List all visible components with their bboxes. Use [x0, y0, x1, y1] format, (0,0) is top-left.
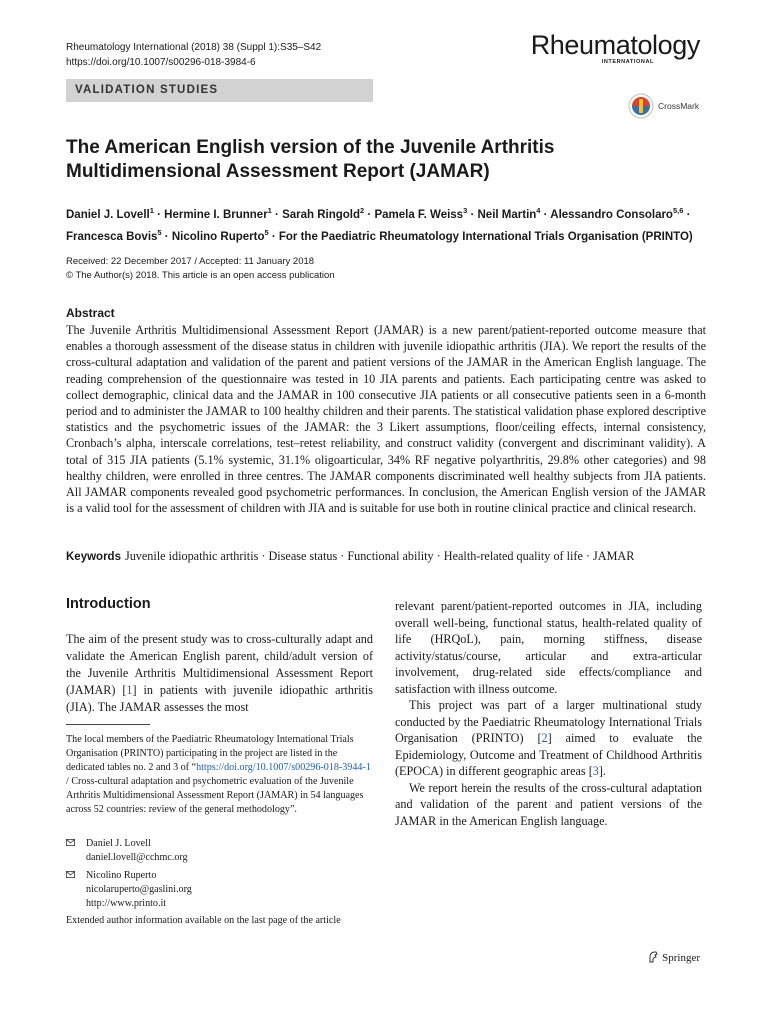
- author-name[interactable]: Alessandro Consolaro: [550, 208, 673, 221]
- crossmark-label: CrossMark: [658, 101, 700, 111]
- doi-link[interactable]: https://doi.org/10.1007/s00296-018-3984-6: [66, 57, 256, 68]
- author-separator: ·: [153, 208, 165, 221]
- author-separator: ·: [683, 208, 691, 221]
- author-affiliation: 3: [463, 206, 468, 215]
- intro-text: The aim of the present study was to cross-culturally adapt and validate the American English parent, child/adult version of the Juvenile Arthritis Multidimensional Assessment Report (JAMAR) [: [66, 632, 373, 697]
- author-separator: ·: [268, 230, 279, 243]
- contact-name: Nicolino Ruperto: [86, 870, 157, 881]
- reference-link[interactable]: 1: [126, 683, 133, 697]
- contact-email[interactable]: nicolaruperto@gaslini.org: [86, 884, 192, 895]
- reference-link[interactable]: 2: [541, 731, 548, 745]
- footnote-doi-link[interactable]: https://doi.org/10.1007/s00296-018-3944-1: [196, 762, 371, 773]
- author-affiliation: 5: [264, 227, 269, 237]
- journal-citation: [66, 40, 321, 70]
- intro-paragraph: relevant parent/patient-reported outcomes in JIA, including overall well-being, functional status, health-related quality of life (HRQoL), pain, morning stiffness, disease activity/status/course, articular and extra-articular involvement, drug-related side effects/compliance and satisfaction with illness outcome.: [395, 599, 702, 696]
- abstract-heading: Abstract: [66, 306, 115, 320]
- contact-name: Daniel J. Lovell: [86, 838, 151, 849]
- author-group: For the Paediatric Rheumatology International Trials Organisation (PRINTO): [278, 230, 693, 243]
- intro-right-column: [395, 598, 702, 829]
- footnote-text: The local members of the Paediatric Rheumatology International Trials Organisation (PRINTO) participating in the project are listed in the dedicated tables no. 2 and 3 of “: [66, 734, 354, 773]
- footnote-text: / Cross-cultural adaptation and psychometric evaluation of the Juvenile Arthritis Multidimensional Assessment Report (JAMAR) in 54 languages across 52 countries: review of the general methodology”.: [66, 776, 364, 815]
- intro-text: ] aimed to evaluate the Epidemiology, Outcome and Treatment of Childhood Arthritis (EPOCA) in different geographic areas [: [395, 731, 702, 778]
- intro-text: This project was part of a larger multinational study conducted by the Paediatric Rheumatology International Trials Organisation (PRINTO) [: [395, 698, 702, 745]
- article-title: The American English version of the Juvenile Arthritis Multidimensional Assessment Report (JAMAR): [66, 137, 555, 182]
- author-name[interactable]: Francesca Bovis: [66, 230, 158, 243]
- keywords: [66, 548, 706, 565]
- intro-paragraph: [395, 697, 702, 780]
- journal-name: Rheumatology: [530, 30, 700, 60]
- intro-left-column: [66, 631, 373, 716]
- article-dates: [66, 255, 706, 283]
- keywords-list: Juvenile idiopathic arthritis · Disease status · Functional ability · Health-related quality of life · JAMAR: [124, 549, 635, 563]
- contact-website[interactable]: http://www.printo.it: [86, 898, 167, 909]
- citation-text: Rheumatology International (2018) 38 (Suppl 1):S35–S42: [66, 42, 322, 53]
- introduction-heading: Introduction: [66, 596, 151, 612]
- reference-link[interactable]: 3: [592, 764, 599, 778]
- springer-horse-icon: [648, 951, 659, 963]
- author-name[interactable]: Pamela F. Weiss: [374, 208, 464, 221]
- crossmark-icon: [628, 93, 654, 119]
- section-banner: [66, 79, 373, 102]
- author-separator: ·: [467, 208, 478, 221]
- mail-icon: [66, 839, 75, 846]
- contact-email[interactable]: daniel.lovell@cchmc.org: [86, 852, 188, 863]
- intro-paragraph: We report herein the results of the cross-cultural adaptation and validation of the parent and patient versions of the JAMAR in the American English language.: [395, 780, 702, 828]
- author-separator: ·: [364, 208, 375, 221]
- section-label: VALIDATION STUDIES: [75, 84, 219, 96]
- author-affiliation: 2: [360, 206, 365, 215]
- publisher-logo: [648, 951, 700, 964]
- intro-text: ] in patients with juvenile idiopathic arthritis (JIA). The JAMAR assesses the most: [66, 683, 373, 714]
- received-accepted: Received: 22 December 2017 / Accepted: 11 January 2018: [66, 256, 315, 267]
- contact-entry: [66, 837, 373, 865]
- mail-icon: [66, 871, 75, 878]
- publisher-name: Springer: [662, 952, 700, 964]
- author-affiliation: 5,6: [672, 206, 684, 215]
- footnote-divider: [66, 724, 150, 725]
- keywords-label: Keywords: [66, 551, 121, 563]
- footnote: [66, 733, 373, 817]
- abstract-body: The Juvenile Arthritis Multidimensional Assessment Report (JAMAR) is a new parent/patient-reported outcome measure that enables a thorough assessment of the disease status in children with juvenile idiopathic arthritis (JIA). We report the results of the cross-cultural adaptation and validation of the parent and patient versions of the JAMAR in the American English language. The reading comprehension of the questionnaire was tested in 10 JIA parents and patients. Each participating centre was asked to collect demographic, clinical data and the JAMAR in 100 consecutive JIA patients or all consecutive patients seen in a 6-month period and to administer the JAMAR to 100 healthy children and their parents. The statistical validation phase explored descriptive statistics and the psychometric issues of the JAMAR: the 3 Likert assumptions, floor/ceiling effects, internal consistency, Cronbach’s alpha, interscale correlations, test–retest reliability, and construct validity (convergent and discriminant validity). A total of 315 JIA patients (5.1% systemic, 31.1% oligoarticular, 34% RF negative polyarthritis, 29.8% other categories) and 98 healthy children, were enrolled in three centres. The JAMAR components discriminated well healthy subjects from JIA patients. All JAMAR components revealed good psychometric performances. In conclusion, the American English version of the JAMAR is a valid tool for the assessment of children with JIA and is suitable for use both in routine clinical practice and clinical research.: [66, 323, 706, 516]
- license-note: © The Author(s) 2018. This article is an open access publication: [66, 270, 335, 281]
- extended-author-note: Extended author information available on the last page of the article: [66, 915, 341, 926]
- author-affiliation: 1: [149, 206, 154, 215]
- author-separator: ·: [161, 230, 172, 243]
- author-separator: ·: [271, 208, 283, 221]
- author-separator: ·: [540, 208, 551, 221]
- contact-entry: [66, 869, 373, 911]
- intro-text: ].: [598, 764, 606, 778]
- author-affiliation: 4: [536, 206, 541, 215]
- author-affiliation: 5: [157, 227, 162, 237]
- author-name[interactable]: Daniel J. Lovell: [66, 208, 150, 221]
- crossmark-badge[interactable]: [628, 93, 708, 121]
- journal-subtitle: INTERNATIONAL: [601, 59, 654, 65]
- author-affiliation: 1: [267, 206, 272, 215]
- author-name[interactable]: Nicolino Ruperto: [171, 230, 265, 243]
- author-name[interactable]: Sarah Ringold: [282, 208, 361, 221]
- author-name[interactable]: Hermine I. Brunner: [164, 208, 268, 221]
- author-list: [66, 202, 706, 246]
- journal-logo: [531, 30, 700, 65]
- author-name[interactable]: Neil Martin: [477, 208, 537, 221]
